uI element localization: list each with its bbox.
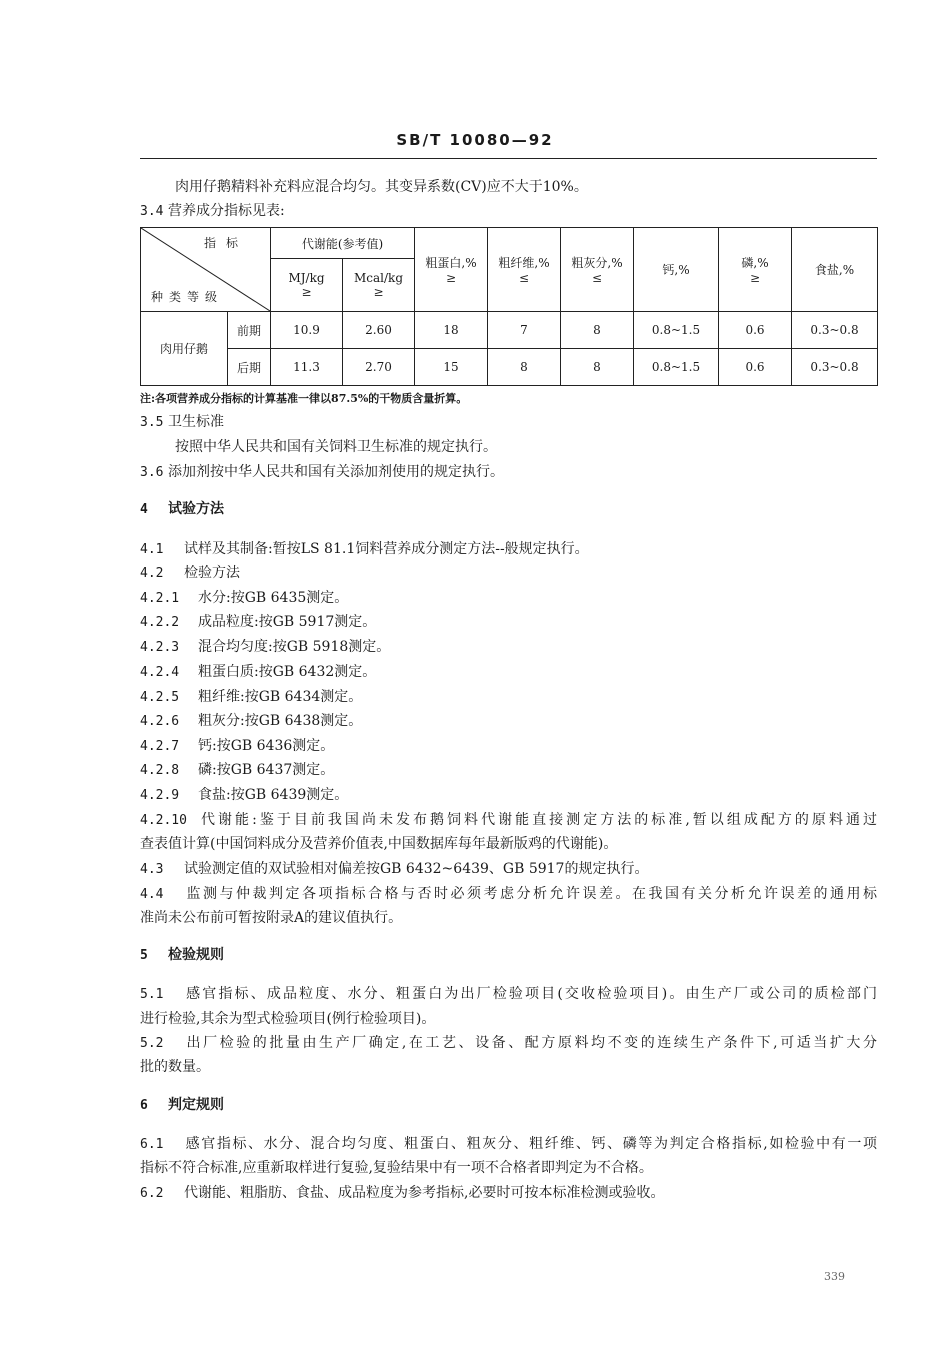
section-5-1-cont: 进行检验,其余为型式检验项目(例行检验项目)。 <box>140 1011 436 1027</box>
section-number: 5.2 <box>140 1036 164 1051</box>
section-5-heading <box>140 946 224 965</box>
section-text: 感官指标、成品粒度、水分、粗蛋白为出厂检验项目(交收检验项目)。由生产厂或公司的质检部门 <box>184 986 877 1002</box>
section-3-4 <box>140 202 285 221</box>
header-energy: 代谢能(参考值) <box>271 228 415 259</box>
header-rule <box>140 158 877 159</box>
table-row <box>141 312 878 349</box>
section-number: 3.5 <box>140 415 164 430</box>
section-text: 监测与仲裁判定各项指标合格与否时必须考虑分析允许误差。在我国有关分析允许误差的通用标 <box>184 886 877 902</box>
section-text: 试样及其制备:暂按LS 81.1饲料营养成分测定方法--般规定执行。 <box>184 541 589 557</box>
header-mj: MJ/kg ≥ <box>271 259 343 312</box>
header-calcium: 钙,% <box>634 228 719 312</box>
header-ash: 粗灰分,% ≤ <box>561 228 634 312</box>
section-4-3 <box>140 860 648 879</box>
section-4-4 <box>140 885 877 904</box>
section-number: 4 <box>140 502 148 517</box>
table-row <box>141 349 878 386</box>
list-item: 4.2.2 成品粒度:按GB 5917测定。 <box>140 614 377 630</box>
protein-cell: 15 <box>415 349 488 386</box>
section-number: 6 <box>140 1098 148 1113</box>
phosphorus-cell: 0.6 <box>719 312 792 349</box>
calcium-cell: 0.8~1.5 <box>634 349 719 386</box>
section-text: 检验方法 <box>184 565 240 581</box>
header-mcal: Mcal/kg ≥ <box>343 259 415 312</box>
section-6-heading <box>140 1096 224 1115</box>
list-item: 4.2.5 粗纤维:按GB 6434测定。 <box>140 689 363 705</box>
group-label: 肉用仔鹅 <box>141 312 228 386</box>
list-item: 4.2.9 食盐:按GB 6439测定。 <box>140 787 349 803</box>
intro-text: 肉用仔鹅精料补充料应混合均匀。其变异系数(CV)应不大于10%。 <box>175 179 588 195</box>
mcal-cell: 2.70 <box>343 349 415 386</box>
calcium-cell: 0.8~1.5 <box>634 312 719 349</box>
section-4-2 <box>140 564 240 583</box>
section-4-2-10 <box>140 811 877 830</box>
section-title: 试验方法 <box>168 501 224 517</box>
salt-cell: 0.3~0.8 <box>792 312 878 349</box>
section-title: 卫生标准 <box>168 414 224 430</box>
document-header: SB/T 10080—92 <box>396 131 554 149</box>
section-title: 检验规则 <box>168 947 224 963</box>
section-number: 3.6 <box>140 465 164 480</box>
section-number: 4.4 <box>140 887 164 902</box>
section-4-1 <box>140 540 589 559</box>
list-item: 4.2.6 粗灰分:按GB 6438测定。 <box>140 713 363 729</box>
section-number: 3.4 <box>140 204 164 219</box>
corner-top-label: 指标 <box>203 236 248 250</box>
section-text: 感官指标、水分、混合均匀度、粗蛋白、粗灰分、粗纤维、钙、磷等为判定合格指标,如检验中有一项 <box>184 1136 877 1152</box>
section-3-5-text: 按照中华人民共和国有关饲料卫生标准的规定执行。 <box>175 439 497 455</box>
section-number: 4.2.10 <box>140 813 187 828</box>
phosphorus-cell: 0.6 <box>719 349 792 386</box>
header-salt: 食盐,% <box>792 228 878 312</box>
mj-cell: 11.3 <box>271 349 343 386</box>
ash-cell: 8 <box>561 312 634 349</box>
section-text: 代谢能:鉴于目前我国尚未发布鹅饲料代谢能直接测定方法的标准,暂以组成配方的原料通过 <box>198 812 877 828</box>
section-4-2-10-cont: 查表值计算(中国饲料成分及营养价值表,中国数据库每年最新版鸡的代谢能)。 <box>140 836 618 852</box>
stage-cell: 后期 <box>228 349 271 386</box>
section-title: 判定规则 <box>168 1097 224 1113</box>
section-5-1 <box>140 985 877 1004</box>
list-item: 4.2.3 混合均匀度:按GB 5918测定。 <box>140 639 391 655</box>
section-text: 添加剂按中华人民共和国有关添加剂使用的规定执行。 <box>168 464 504 480</box>
section-number: 5.1 <box>140 987 164 1002</box>
section-text: 代谢能、粗脂肪、食盐、成品粒度为参考指标,必要时可按本标准检测或验收。 <box>184 1185 665 1201</box>
nutrition-table <box>140 227 878 386</box>
mj-cell: 10.9 <box>271 312 343 349</box>
list-item: 4.2.4 粗蛋白质:按GB 6432测定。 <box>140 664 377 680</box>
section-text: 试验测定值的双试验相对偏差按GB 6432~6439、GB 5917的规定执行。 <box>184 861 649 877</box>
table-note: 注:各项营养成分指标的计算基准一律以87.5%的干物质含量折算。 <box>140 392 468 405</box>
ash-cell: 8 <box>561 349 634 386</box>
stage-cell: 前期 <box>228 312 271 349</box>
corner-bottom-label: 种类等级 <box>151 290 224 304</box>
section-3-5 <box>140 413 224 432</box>
salt-cell: 0.3~0.8 <box>792 349 878 386</box>
section-number: 5 <box>140 948 148 963</box>
section-text: 营养成分指标见表: <box>168 203 285 219</box>
list-item: 4.2.8 磷:按GB 6437测定。 <box>140 762 335 778</box>
section-6-2 <box>140 1184 664 1203</box>
section-5-2-cont: 批的数量。 <box>140 1059 210 1075</box>
header-protein: 粗蛋白,% ≥ <box>415 228 488 312</box>
section-number: 4.2 <box>140 566 164 581</box>
section-4-heading <box>140 500 224 519</box>
section-5-2 <box>140 1034 877 1053</box>
section-number: 4.1 <box>140 542 164 557</box>
header-phosphorus: 磷,% ≥ <box>719 228 792 312</box>
table-corner-cell <box>141 228 271 312</box>
section-4-4-cont: 准尚未公布前可暂按附录A的建议值执行。 <box>140 910 403 926</box>
section-number: 6.1 <box>140 1137 164 1152</box>
page-number: 339 <box>824 1270 845 1283</box>
section-6-1-cont: 指标不符合标准,应重新取样进行复验,复验结果中有一项不合格者即判定为不合格。 <box>140 1160 653 1176</box>
list-item: 4.2.7 钙:按GB 6436测定。 <box>140 738 335 754</box>
section-number: 6.2 <box>140 1186 164 1201</box>
section-text: 出厂检验的批量由生产厂确定,在工艺、设备、配方原料均不变的连续生产条件下,可适当扩大分 <box>184 1035 877 1051</box>
fiber-cell: 8 <box>488 349 561 386</box>
list-item: 4.2.1 水分:按GB 6435测定。 <box>140 590 349 606</box>
mcal-cell: 2.60 <box>343 312 415 349</box>
protein-cell: 18 <box>415 312 488 349</box>
fiber-cell: 7 <box>488 312 561 349</box>
section-6-1 <box>140 1135 877 1154</box>
section-number: 4.3 <box>140 862 164 877</box>
header-fiber: 粗纤维,% ≤ <box>488 228 561 312</box>
section-3-6 <box>140 463 504 482</box>
